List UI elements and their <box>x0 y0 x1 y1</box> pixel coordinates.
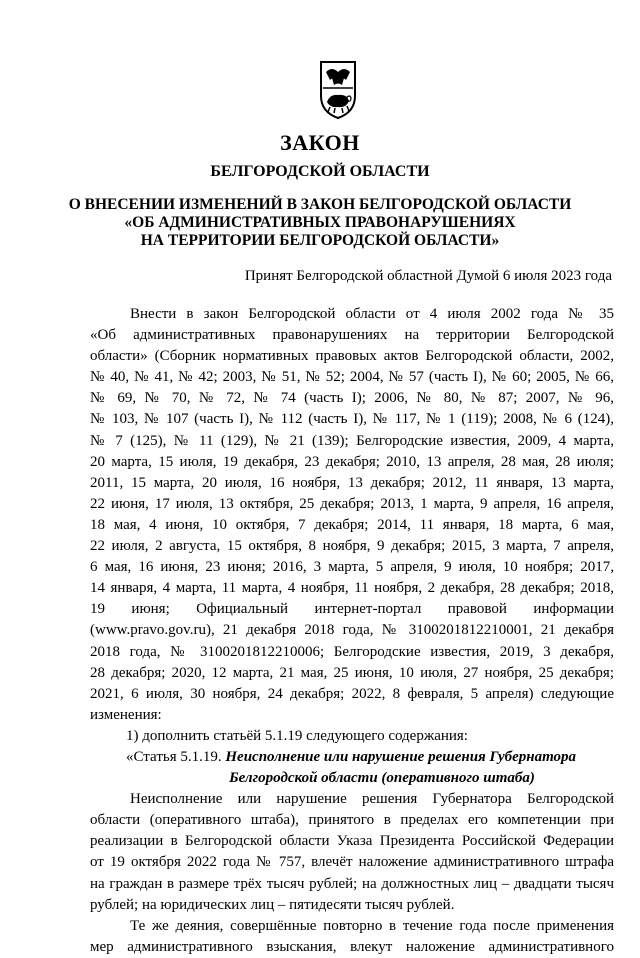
body-line: 2021, 6 июля, 30 ноября, 24 декабря; 2022, 8 февраля, 5 апреля) следующие <box>90 685 614 702</box>
coat-of-arms-icon <box>318 58 358 120</box>
body-line: 20 марта, 15 июля, 19 декабря, 23 декабря; 2010, 13 апреля, 28 мая, 28 июля; <box>90 453 614 470</box>
body-line: 22 июля, 2 августа, 15 октября, 8 ноября, 9 декабря; 2015, 3 марта, 7 апреля, <box>90 538 614 555</box>
article-title: Неисполнение или нарушение решения Губернатора <box>225 748 577 765</box>
body-line: на граждан в размере трёх тысяч рублей; на должностных лиц – двадцати тысяч <box>90 875 614 892</box>
body-line: 19 июня; Официальный интернет-портал правовой информации <box>90 601 614 618</box>
body-line: № 69, № 70, № 72, № 74 (часть I); 2006, № 80, № 87; 2007, № 96, <box>90 390 614 407</box>
amendment-item: 1) дополнить статьёй 5.1.19 следующего содержания: <box>126 727 468 744</box>
body-line: области (оперативного штаба), принятого в пределах его компетенции при <box>90 812 614 829</box>
article-number: «Статья 5.1.19. <box>126 748 226 765</box>
document-subtitle-line: «ОБ АДМИНИСТРАТИВНЫХ ПРАВОНАРУШЕНИЯХ <box>124 214 516 231</box>
body-line: 6 мая, 16 июня, 23 июня; 2016, 3 марта, 5 апреля, 9 июля, 10 ноября; 2017, <box>90 559 614 576</box>
body-line: 2011, 15 марта, 20 июля, 16 ноября, 13 декабря; 2012, 11 января, 13 марта, <box>90 474 614 491</box>
body-line: 14 января, 4 марта, 11 марта, 4 ноября, 11 ноября, 2 декабря, 28 декабря; 2018, <box>90 580 614 597</box>
body-line: № 7 (125), № 11 (129), № 21 (139); Белгородские известия, 2009, 4 марта, <box>90 432 614 449</box>
body-line: изменения: <box>90 706 162 723</box>
body-line: (www.pravo.gov.ru), 21 декабря 2018 года, № 3100201812210001, 21 декабря <box>90 622 614 639</box>
body-line: 22 июня, 17 июля, 13 октября, 25 декабря; 2013, 1 марта, 9 апреля, 16 апреля, <box>90 495 614 512</box>
body-line: 28 декабря; 2020, 12 марта, 21 мая, 25 июня, 10 июля, 27 ноября, 25 декабря; <box>90 664 614 681</box>
body-line: рублей; на юридических лиц – пятидесяти тысяч рублей. <box>90 896 455 913</box>
document-subtitle-line: О ВНЕСЕНИИ ИЗМЕНЕНИЙ В ЗАКОН БЕЛГОРОДСКОЙ ОБЛАСТИ <box>68 196 572 213</box>
document-subtitle-line: НА ТЕРРИТОРИИ БЕЛГОРОДСКОЙ ОБЛАСТИ» <box>140 232 500 249</box>
document-title: ЗАКОН <box>280 130 360 155</box>
body-line: «Об административных правонарушениях на территории Белгородской <box>90 327 614 344</box>
body-line: Те же деяния, совершённые повторно в течение года после применения <box>130 917 614 934</box>
body-line: от 19 октября 2022 года № 757, влечёт наложение административного штрафа <box>90 854 614 871</box>
body-line: 2018 года, № 3100201812210006; Белгородские известия, 2019, 3 декабря, <box>90 643 614 660</box>
body-line: № 103, № 107 (часть I), № 112 (часть I), № 117, № 1 (119); 2008, № 6 (124), <box>90 411 614 428</box>
body-line: реализации в Белгородской области Указа Президента Российской Федерации <box>90 833 614 850</box>
body-line: Неисполнение или нарушение решения Губернатора Белгородской <box>130 791 614 808</box>
body-line: Внести в закон Белгородской области от 4 июля 2002 года № 35 <box>130 306 614 322</box>
article-heading-cont <box>90 768 614 789</box>
article-title: Белгородской области (оперативного штаба) <box>229 770 535 787</box>
adoption-note: Принят Белгородской областной Думой 6 июля 2023 года <box>244 268 612 284</box>
document-body <box>90 304 614 958</box>
article-heading <box>90 747 614 768</box>
body-line: области» (Сборник нормативных правовых актов Белгородской области, 2002, <box>90 348 614 365</box>
document-region: БЕЛГОРОДСКОЙ ОБЛАСТИ <box>210 163 430 180</box>
body-line: 18 мая, 4 июня, 10 октября, 7 декабря; 2014, 11 января, 18 марта, 6 мая, <box>90 516 614 533</box>
body-line: № 40, № 41, № 42; 2003, № 51, № 52; 2004, № 57 (часть I), № 60; 2005, № 66, <box>90 369 614 386</box>
body-line: мер административного взыскания, влекут наложение административного <box>90 938 614 955</box>
